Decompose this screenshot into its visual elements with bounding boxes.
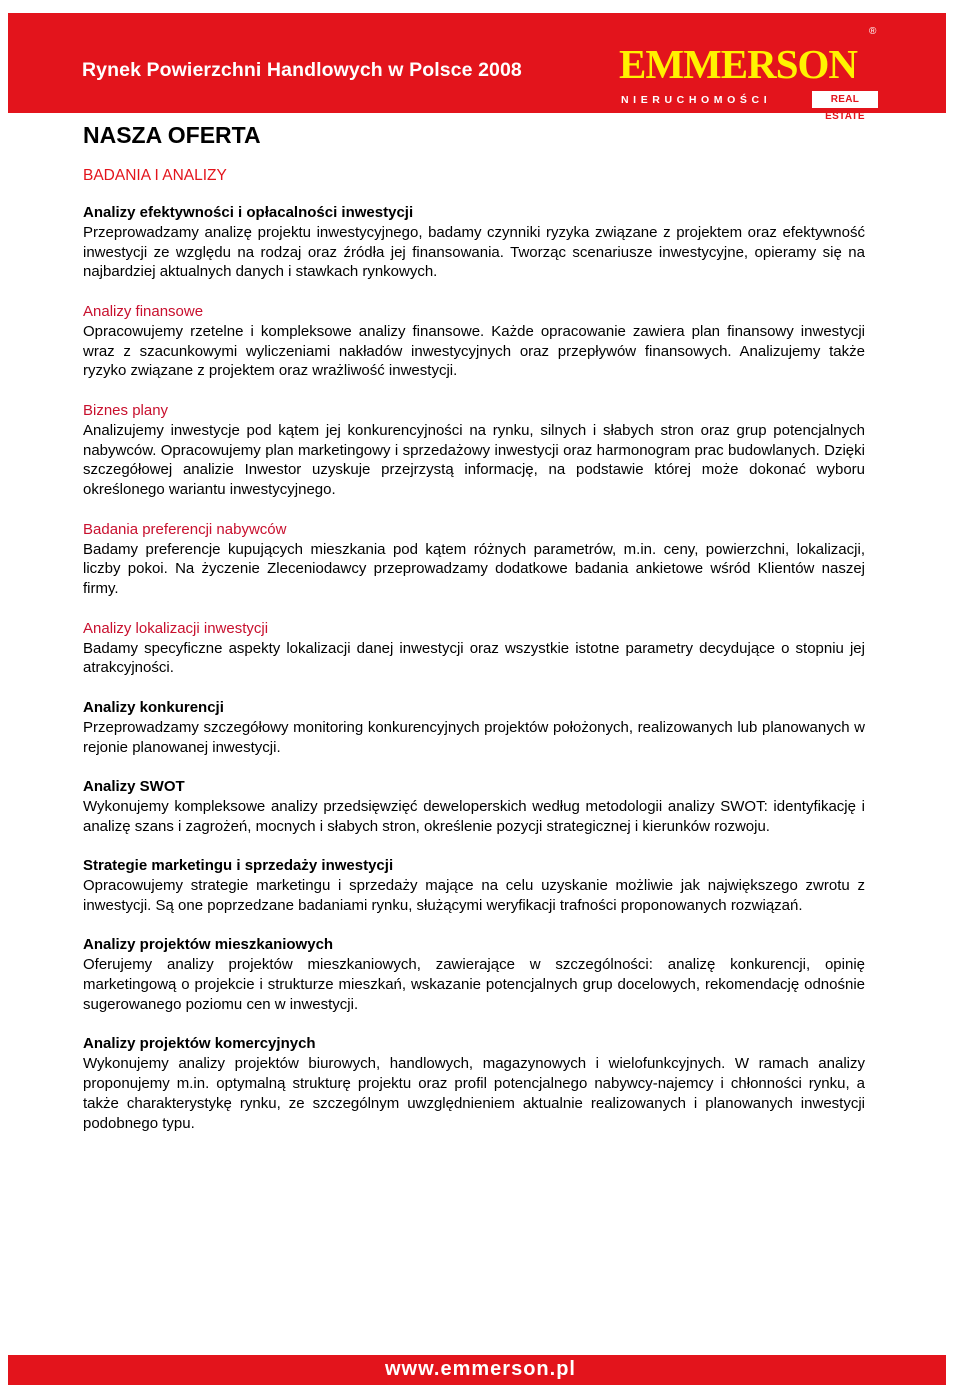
offer-section: [83, 619, 865, 678]
section-heading: Analizy projektów mieszkaniowych: [83, 936, 334, 954]
section-heading: Analizy finansowe: [83, 302, 204, 320]
header-title: Rynek Powierzchni Handlowych w Polsce 2008: [82, 59, 522, 81]
section-heading: Badania preferencji nabywców: [83, 520, 287, 538]
offer-section: [83, 1034, 865, 1133]
section-heading: Analizy efektywności i opłacalności inwestycji: [83, 204, 414, 221]
offer-section: [83, 777, 865, 836]
logo-subtitle: NIERUCHOMOŚCI: [621, 94, 772, 106]
section-body: Opracowujemy strategie marketingu i sprzedaży mające na celu uzyskanie możliwie jak największego zwrotu z inwestycji. Są one poprzedzane badaniami rynku, służącymi weryfikacji trafności proponowanych rozwiązań.: [83, 877, 865, 914]
logo-real-estate-tag: REAL ESTATE: [812, 91, 878, 108]
section-heading: Strategie marketingu i sprzedaży inwestycji: [83, 857, 394, 875]
offer-section: [83, 698, 865, 757]
section-heading: Analizy SWOT: [83, 778, 185, 796]
section-heading: Analizy lokalizacji inwestycji: [83, 619, 269, 637]
section-body: Opracowujemy rzetelne i kompleksowe analizy finansowe. Każde opracowanie zawiera plan finansowy inwestycji wraz z szacunkowymi wyliczeniami nakładów inwestycyjnych oraz przepływów finansowych. Analizujemy także ryzyko związane z projektem oraz wrażliwość inwestycji.: [83, 322, 865, 380]
offer-section: [83, 302, 865, 381]
document-content: [83, 119, 865, 1153]
section-body: Wykonujemy analizy projektów biurowych, handlowych, magazynowych i wielofunkcyjnych. W ramach analizy proponujemy m.in. optymalną strukturę projektu oraz profil potencjalnego nabywcy-najemcy i chłonności rynku, a także charakterystykę rynku, ze szczególnym uwzględnieniem aktualnie realizowanych i planowanych inwestycji podobnego typu.: [83, 1055, 865, 1132]
offer-section: [83, 203, 865, 282]
logo-main: [613, 34, 878, 92]
offer-section: [83, 520, 865, 599]
section-heading: Analizy projektów komercyjnych: [83, 1035, 316, 1053]
section-body: Badamy specyficzne aspekty lokalizacji danej inwestycji oraz wszystkie istotne parametry decydujące o stopniu jej atrakcyjności.: [83, 639, 865, 677]
logo-wordmark: EMMERSON: [619, 41, 857, 87]
page-header: [8, 13, 946, 122]
section-body: Badamy preferencje kupujących mieszkania pod kątem różnych parametrów, m.in. ceny, powierzchni, lokalizacji, liczby pokoi. Na życzenie Zleceniodawcy przeprowadzamy dodatkowe badania ankietowe wśród Klientów naszej firmy.: [83, 540, 865, 598]
section-heading: Analizy konkurencji: [83, 698, 224, 716]
page-title: NASZA OFERTA: [83, 122, 261, 148]
section-body: Oferujemy analizy projektów mieszkaniowych, zawierające w szczególności: analizę konkurencji, opinię marketingową o projekcie i strukturze mieszkań, wskazanie potencjalnych grup docelowych, rekomendację odnośnie sugerowanego poziomu cen w inwestycji.: [83, 956, 865, 1013]
offer-section: [83, 401, 865, 500]
page-subtitle: BADANIA I ANALIZY: [83, 167, 227, 184]
section-body: Przeprowadzamy szczegółowy monitoring konkurencyjnych projektów położonych, realizowanych lub planowanych w rejonie planowanej inwestycji.: [83, 718, 865, 756]
offer-sections: [83, 203, 865, 1133]
section-body: Przeprowadzamy analizę projektu inwestycyjnego, badamy czynniki ryzyka związane z projektem oraz efektywność inwestycji ze względu na rodzaj oraz źródła jej finansowania. Tworząc scenariusze inwestycyjne, opieramy się na najbardziej aktualnych danych i stawkach rynkowych.: [83, 223, 865, 281]
registered-mark: ®: [869, 26, 877, 37]
offer-section: [83, 935, 865, 1014]
page-footer: [8, 1355, 946, 1385]
offer-section: [83, 856, 865, 915]
section-heading: Biznes plany: [83, 401, 169, 419]
footer-website-url: www.emmerson.pl: [385, 1358, 576, 1380]
section-body: Wykonujemy kompleksowe analizy przedsięwzięć deweloperskich według metodologii analizy SWOT: identyfikację i analizę szans i zagrożeń, mocnych i słabych stron, określenie pozycji strategicznej i kierunków rozwoju.: [83, 797, 865, 835]
emmerson-logo: [613, 26, 878, 122]
section-body: Analizujemy inwestycje pod kątem jej konkurencyjności na rynku, silnych i słabych stron oraz grup potencjalnych nabywców. Opracowujemy plan marketingowy i sprzedażowy inwestycji oraz harmonogram prac budowlanych. Dzięki szczegółowej analizie Inwestor uzyskuje przejrzystą informację, na podstawie której może dokonać wyboru określonego wariantu inwestycyjnego.: [83, 421, 865, 499]
